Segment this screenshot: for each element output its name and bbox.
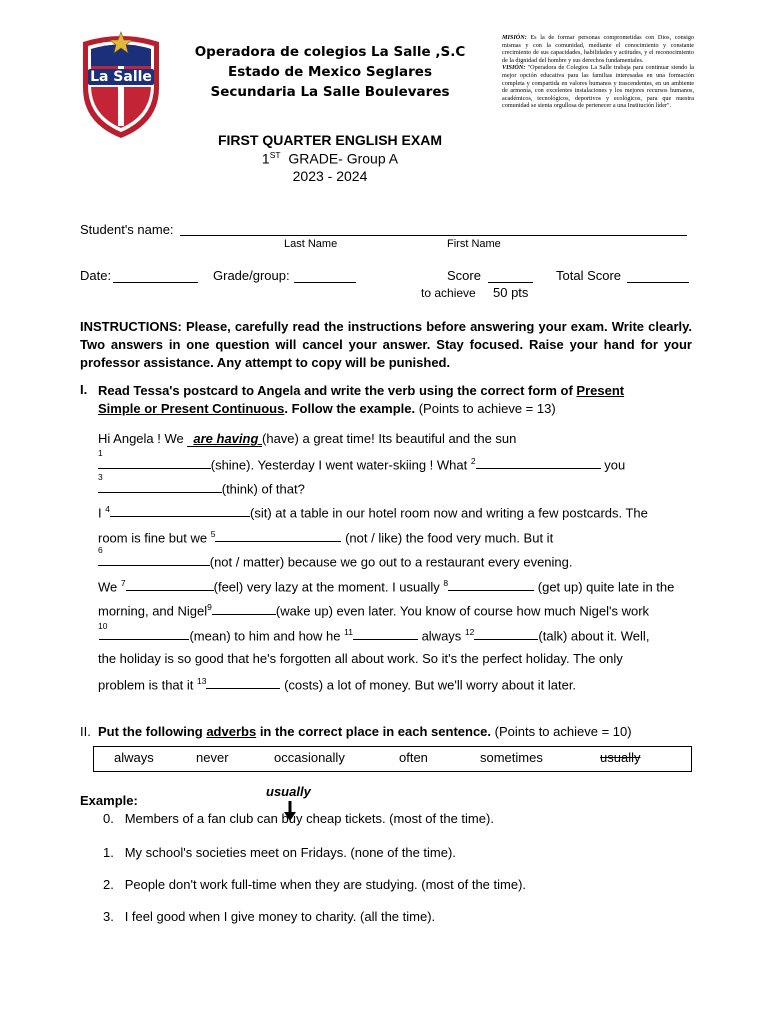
adverb-usually-used: usually <box>600 750 641 765</box>
logo-wordmark: La Salle <box>88 69 154 85</box>
adverb-often: often <box>399 750 428 765</box>
section-1-number: I. <box>80 382 88 397</box>
adverb-item-1: 1. My school's societies meet on Fridays. (none of the time). <box>103 845 456 860</box>
instructions: INSTRUCTIONS: Please, carefully read the instructions before answering your exam. Write clearly. Two answers in one question will cancel your answer. Stay focused. Raise your hand for your professor assistance. Any attempt to copy will be punished. <box>80 319 692 370</box>
mision-label: MISIÓN: <box>502 34 527 41</box>
postcard-line-7: We $^7$ (feel) very lazy at the moment. I usually $^8$ (get up) quite late in the <box>98 578 675 595</box>
school-name-line3: Secundaria La Salle Boulevares <box>210 84 450 100</box>
answer-blank-2[interactable] <box>476 456 601 469</box>
answer-blank-5[interactable] <box>215 529 341 542</box>
adverb-occasionally: occasionally <box>274 750 345 765</box>
school-logo <box>80 28 162 140</box>
vision-text: "Operadora de Colegios La Salle trabaja para continuar siendo la mejor opción educativa para las familias interesadas en una formación completa y compartida en valores humanos y trascendentes, en un ambiente de armonía, con excelentes instalaciones y los mejores recursos humanos, académicos, tecnológicos, deportivos y ecológicos, para que nuestra comunidad se sienta orgullosa de pertenecer a una Institución líder". <box>502 64 695 110</box>
last-name-caption: Last Name <box>284 238 338 250</box>
answer-blank-11[interactable] <box>353 627 418 640</box>
grade-group-label: Grade/group: <box>213 268 290 283</box>
adverb-never: never <box>196 750 229 765</box>
first-name-caption: First Name <box>447 238 501 250</box>
section-2-number: II. <box>80 724 91 739</box>
mission-vision-block <box>502 34 694 110</box>
date-field[interactable] <box>113 282 198 283</box>
postcard-line-8: morning, and Nigel$^9$ (wake up) even later. You know of course how much Nigel's work <box>98 602 650 619</box>
answer-blank-10[interactable] <box>99 627 189 640</box>
to-achieve-caption: to achieve <box>421 286 476 300</box>
answer-blank-12[interactable] <box>474 627 538 640</box>
postcard-line-3: $^3$(think) of that? <box>98 472 305 497</box>
answer-blank-1[interactable] <box>98 456 211 469</box>
answer-blank-6[interactable] <box>98 553 210 566</box>
answer-blank-13[interactable] <box>206 676 280 689</box>
answer-blank-8[interactable] <box>448 578 534 591</box>
answer-blank-7[interactable] <box>126 578 214 591</box>
section-1-heading: Read Tessa's postcard to Angela and write the verb using the correct form of Present Simple or Present Continuous. Follow the example. (Points to achieve = 13) <box>98 383 625 416</box>
postcard-line-2: $^1$(shine). Yesterday I went water-skiing ! What $^2$ you <box>98 448 626 473</box>
postcard-line-9: $^{10}$(mean) to him and how he $^{11}$ always $^{12}$ (talk) about it. Well, <box>98 621 650 644</box>
example-label: Example: <box>80 793 138 808</box>
adverb-item-2: 2. People don't work full-time when they are studying. (most of the time). <box>103 877 527 892</box>
section-2-heading: Put the following adverbs in the correct place in each sentence. (Points to achieve = 10) <box>98 724 632 739</box>
score-label: Score <box>447 268 481 283</box>
exam-grade: 1ST GRADE- Group A <box>261 150 399 167</box>
postcard-line-4: I $^4$ (sit) at a table in our hotel room now and writing a few postcards. The <box>98 504 648 521</box>
student-name-label: Student's name: <box>80 222 174 237</box>
adverb-item-3: 3. I feel good when I give money to charity. (all the time). <box>103 909 436 924</box>
grade-group-field[interactable] <box>294 282 356 283</box>
mision-text: Es la de formar personas comprometidas con Dios, consigo mismas y con la comunidad, mediante el conocimiento y constante crecimiento de sus capacidades, habilidades y actitudes, y el reconocimiento de la dignidad del hombre y sus derechos fundamentales. <box>502 34 695 64</box>
example-item-0: 0. Members of a fan club can buy cheap tickets. (most of the time). <box>103 811 494 826</box>
postcard-line-1: Hi Angela ! We are having (have) a great time! Its beautiful and the sun <box>98 431 517 446</box>
total-score-field[interactable] <box>627 282 689 283</box>
date-label: Date: <box>80 268 112 283</box>
answer-blank-4[interactable] <box>110 504 250 517</box>
postcard-line-5: room is fine but we $^5$ (not / like) the food very much. But it <box>98 529 554 546</box>
total-points: 50 pts <box>493 285 529 300</box>
postcard-line-10: the holiday is so good that he's forgotten all about work. So it's the perfect holiday. The only <box>98 651 623 666</box>
adverb-sometimes: sometimes <box>480 750 543 765</box>
exam-year: 2023 - 2024 <box>292 168 368 184</box>
school-name-line1: Operadora de colegios La Salle ,S.C <box>194 44 466 60</box>
postcard-line-6: $^6$(not / matter) because we go out to a restaurant every evening. <box>98 545 573 570</box>
exam-title: FIRST QUARTER ENGLISH EXAM <box>217 132 442 148</box>
answer-blank-9[interactable] <box>212 602 276 615</box>
postcard-line-11: problem is that it $^{13}$ (costs) a lot of money. But we'll worry about it later. <box>98 676 577 693</box>
school-name-line2: Estado de Mexico Seglares <box>227 64 432 80</box>
adverb-word-box <box>93 746 692 772</box>
student-name-field[interactable] <box>180 235 687 236</box>
total-score-label: Total Score <box>556 268 622 283</box>
example-adverb: usually <box>266 784 311 799</box>
vision-label: VISIÓN: <box>502 64 526 72</box>
answer-blank-3[interactable] <box>98 480 222 493</box>
adverb-always: always <box>114 750 154 765</box>
score-field[interactable] <box>488 282 533 283</box>
